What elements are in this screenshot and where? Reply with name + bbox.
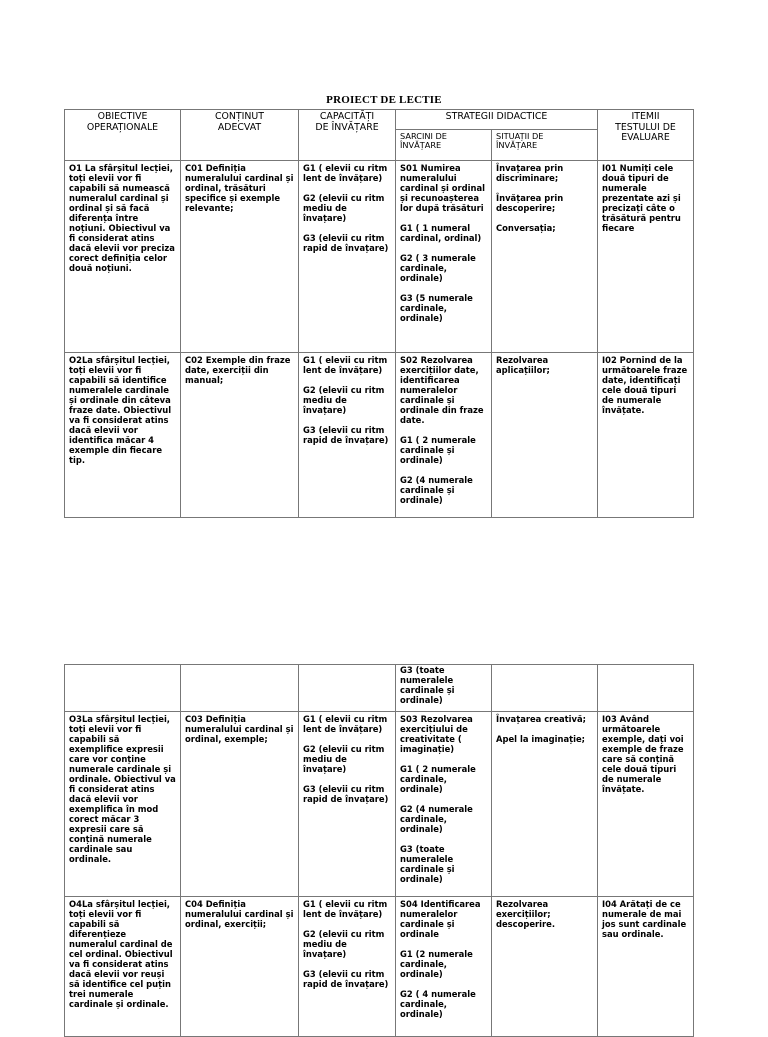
header-continut: CONȚINUT ADECVAT xyxy=(181,110,299,161)
obiectiv-cell: O3La sfârșitul lecției, toți elevii vor fi capabili să exemplifice expresii care vor conține numerale cardinale și ordinale. Obiectivul va fi considerat atins dacă elevii vor exemplifica în mod corect măcar 3 expresii care să conțină numerale cardinale sau ordinale. xyxy=(65,712,181,897)
capacitati-cell: G1 ( elevii cu ritm lent de învățare) G2 (elevii cu ritm mediu de învațare) G3 (elevii cu ritm rapid de învațare) xyxy=(299,897,396,1037)
itemi-cell: I01 Numiți cele două tipuri de numerale prezentate azi și precizați câte o trăsătură pentru fiecare xyxy=(598,161,694,353)
header-itemi: ITEMII TESTULUI DE EVALUARE xyxy=(598,110,694,161)
itemi-cell xyxy=(598,665,694,712)
table-row xyxy=(65,665,694,712)
continut-cell: C01 Definiția numeralului cardinal și ordinal, trăsături specifice și exemple relevante; xyxy=(181,161,299,353)
header-situatii: SITUAȚII DE ÎNVĂȚARE xyxy=(492,130,598,161)
situatii-cell: Rezolvarea exercițiilor; descoperire. xyxy=(492,897,598,1037)
table-row xyxy=(65,712,694,897)
continut-cell: C02 Exemple din fraze date, exerciții din manual; xyxy=(181,353,299,518)
sarcini-cell: S01 Numirea numeralului cardinal și ordinal și recunoașterea lor după trăsături G1 ( 1 numeral cardinal, ordinal) G2 ( 3 numerale cardinale, ordinale) G3 (5 numerale cardinale, ordinale) xyxy=(396,161,492,353)
capacitati-cell: G1 ( elevii cu ritm lent de învățare) G2 (elevii cu ritm mediu de învațare) G3 (elevii cu ritm rapid de învațare) xyxy=(299,161,396,353)
table-row xyxy=(65,353,694,518)
itemi-cell: I04 Arătați de ce numerale de mai jos sunt cardinale sau ordinale. xyxy=(598,897,694,1037)
sarcini-cell: G3 (toate numeralele cardinale și ordinale) xyxy=(396,665,492,712)
obiectiv-cell xyxy=(65,665,181,712)
lesson-plan-table-continued xyxy=(64,664,694,1037)
sarcini-cell: S03 Rezolvarea exercițiului de creativitate ( imaginație) G1 ( 2 numerale cardinale, ordinale) G2 (4 numerale cardinale, ordinale) G3 (toate numeralele cardinale și ordinale) xyxy=(396,712,492,897)
table-row xyxy=(65,897,694,1037)
continut-cell: C03 Definiția numeralului cardinal și ordinal, exemple; xyxy=(181,712,299,897)
sarcini-cell: S02 Rezolvarea exercițiilor date, identificarea numeralelor cardinale și ordinale din fraze date. G1 ( 2 numerale cardinale și ordinale) G2 (4 numerale cardinale și ordinale) xyxy=(396,353,492,518)
header-sarcini: SARCINI DE ÎNVĂȚARE xyxy=(396,130,492,161)
situatii-cell xyxy=(492,665,598,712)
situatii-cell: Învațarea creativă; Apel la imaginație; xyxy=(492,712,598,897)
situatii-cell: Rezolvarea aplicațiilor; xyxy=(492,353,598,518)
header-strategii: STRATEGII DIDACTICE xyxy=(396,110,598,130)
sarcini-cell: S04 Identificarea numeralelor cardinale și ordinale G1 (2 numerale cardinale, ordinale) G2 ( 4 numerale cardinale, ordinale) xyxy=(396,897,492,1037)
continut-cell xyxy=(181,665,299,712)
capacitati-cell xyxy=(299,665,396,712)
capacitati-cell: G1 ( elevii cu ritm lent de învățare) G2 (elevii cu ritm mediu de învațare) G3 (elevii cu ritm rapid de învațare) xyxy=(299,712,396,897)
continut-cell: C04 Definiția numeralului cardinal și ordinal, exerciții; xyxy=(181,897,299,1037)
document-title: PROIECT DE LECTIE xyxy=(326,94,442,106)
table-row xyxy=(65,161,694,353)
header-obiective: OBIECTIVE OPERAȚIONALE xyxy=(65,110,181,161)
itemi-cell: I03 Având următoarele exemple, dați voi exemple de fraze care să conțină cele două tipuri de numerale învățate. xyxy=(598,712,694,897)
header-capacitati: CAPACITĂȚI DE ÎNVĂȚARE xyxy=(299,110,396,161)
lesson-plan-table xyxy=(64,109,694,518)
obiectiv-cell: O4La sfârșitul lecției, toți elevii vor fi capabili să diferențieze numeralul cardinal de cel ordinal. Obiectivul va fi considerat atins dacă elevii vor reuși să identifice cel puțin trei numerale cardinale și ordinale. xyxy=(65,897,181,1037)
obiectiv-cell: O1 La sfârșitul lecției, toți elevii vor fi capabili să numească numeralul cardinal și ordinal și să facă diferența între noțiuni. Obiectivul va fi considerat atins dacă elevii vor preciza corect definiția celor două noțiuni. xyxy=(65,161,181,353)
situatii-cell: Învațarea prin discriminare; Învățarea prin descoperire; Conversația; xyxy=(492,161,598,353)
itemi-cell: I02 Pornind de la următoarele fraze date, identificați cele două tipuri de numerale învățate. xyxy=(598,353,694,518)
capacitati-cell: G1 ( elevii cu ritm lent de învățare) G2 (elevii cu ritm mediu de învațare) G3 (elevii cu ritm rapid de învațare) xyxy=(299,353,396,518)
obiectiv-cell: O2La sfârșitul lecției, toți elevii vor fi capabili să identifice numeralele cardinale și ordinale din câteva fraze date. Obiectivul va fi considerat atins dacă elevii vor identifica măcar 4 exemple din fiecare tip. xyxy=(65,353,181,518)
